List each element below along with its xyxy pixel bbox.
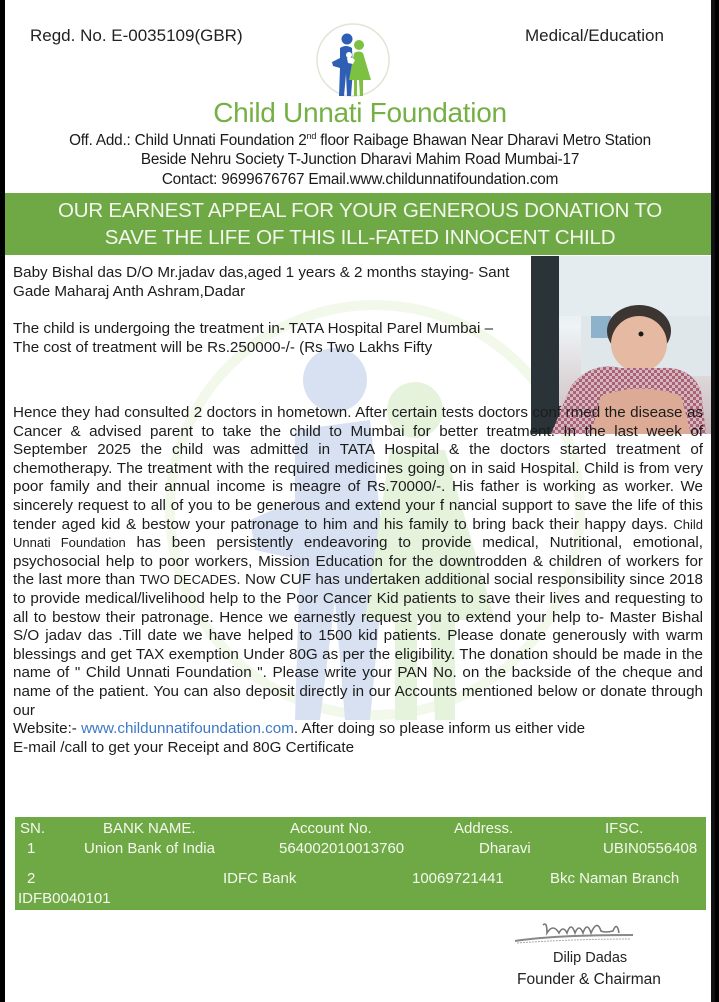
donation-appeal-page <box>5 0 715 1002</box>
signer-name: Dilip Dadas <box>553 950 628 966</box>
signer-title: Founder & Chairman <box>517 971 661 988</box>
treatment-hospital: The child is undergoing the treatment in- TATA Hospital Parel Mumbai – <box>13 320 494 337</box>
table-cell: Union Bank of India <box>84 840 215 857</box>
table-cell: 1 <box>27 840 36 857</box>
table-cell: 10069721441 <box>412 870 504 887</box>
body-text: . Now CUF has undertaken additional social responsibility since 2018 to provide medical/livelihood help to the Poor Cancer Kid patients to save their lives and requesting to all to bestow their patronage. Hence we earnestly request you to extend your help to- Master Bishal S/O jadav das .Till date we have helped to 1500 kid patients. Please donate generously with warm blessings and get TAX exemption Under 80G as per the eligibility. The donation should be made in the name of " Child Unnati Foundation ". Please write your PAN No. on the backside of the cheque and name of the patient. You can also deposit directly in our Accounts mentioned below or donate through our <box>13 571 703 719</box>
receipt-text: E-mail /call to get your Receipt and 80G Certificate <box>13 738 355 756</box>
table-header-ifsc: IFSC. <box>605 820 644 837</box>
body-text: has been persistently endeavoring to provide medical, Nutritional, emotional, psychosocial help to poor workers, Mission Education for the downtrodden & children of workers for the last more than <box>13 534 703 589</box>
family-logo-icon <box>313 22 393 102</box>
appeal-body <box>13 404 703 757</box>
table-cell: 564002010013760 <box>279 840 405 857</box>
website-label: Website:- <box>13 720 82 738</box>
table-cell: 2 <box>27 870 36 887</box>
body-text: Hence they had consulted 2 doctors in hometown. After certain tests doctors conf rmed the disease as Cancer & advised parent to take the child to Mumbai for better treatment. In the last week of September 2025 the child was admitted in TATA Hospital & the doctors started treatment of chemotherapy. The treatment with the required medicines going on in said Hospital. Child is from very poor family and their annual income is meagre of Rs.70000/-. His father is working as worker. We sincerely request to all of you to be generous and extend your f nancial support to save the life of this tender aged kid & bestow your patronage to him and his family to bring back their happy days. <box>13 404 703 533</box>
appeal-banner <box>5 193 715 255</box>
table-header-bank: BANK NAME. <box>103 820 196 837</box>
body-text-small: Child Unnati Foundation <box>13 516 703 551</box>
table-cell: UBIN0556408 <box>603 840 698 857</box>
treatment-info <box>13 320 533 357</box>
address-line-2: Beside Nehru Society T-Junction Dharavi Mahim Road Mumbai-17 <box>140 151 580 168</box>
address-line-1 <box>5 131 715 150</box>
body-text: . After doing so please inform us either vide <box>293 720 586 738</box>
table-header-address: Address. <box>454 820 514 837</box>
address-text: Off. Add.: Child Unnati Foundation 2 <box>69 132 307 150</box>
banner-line-1: OUR EARNEST APPEAL FOR YOUR GENEROUS DONATION TO <box>57 199 662 222</box>
signature-icon <box>513 915 643 955</box>
table-cell: IDFB0040101 <box>18 890 111 907</box>
right-edge <box>711 0 715 1002</box>
org-name: Child Unnati Foundation <box>213 97 507 128</box>
table-cell: IDFC Bank <box>223 870 297 887</box>
patient-intro: Baby Bishal das D/O Mr.jadav das,aged 1 years & 2 months staying- Sant Gade Maharaj Anth Ashram,Dadar <box>13 264 510 300</box>
registration-number: Regd. No. E-0035109(GBR) <box>30 26 243 45</box>
treatment-cost: The cost of treatment will be Rs.250000-/- (Rs Two Lakhs Fifty <box>13 338 433 356</box>
table-cell: Bkc Naman Branch <box>550 870 680 887</box>
address-superscript: nd <box>306 131 317 141</box>
category-label: Medical/Education <box>525 26 664 45</box>
website-link[interactable]: www.childunnatifoundation.com <box>81 720 294 738</box>
bank-details-table <box>15 817 706 910</box>
table-header-account: Account No. <box>290 820 372 837</box>
table-header-sn: SN. <box>20 820 46 837</box>
address-text: floor Raibage Bhawan Near Dharavi Metro Station <box>316 132 651 150</box>
banner-line-2: SAVE THE LIFE OF THIS ILL-FATED INNOCENT CHILD <box>104 226 616 249</box>
body-text-small: TWO DECADES <box>139 572 237 588</box>
table-cell: Dharavi <box>479 840 531 857</box>
contact-line: Contact: 9699676767 Email.www.childunnatifoundation.com <box>161 171 559 188</box>
